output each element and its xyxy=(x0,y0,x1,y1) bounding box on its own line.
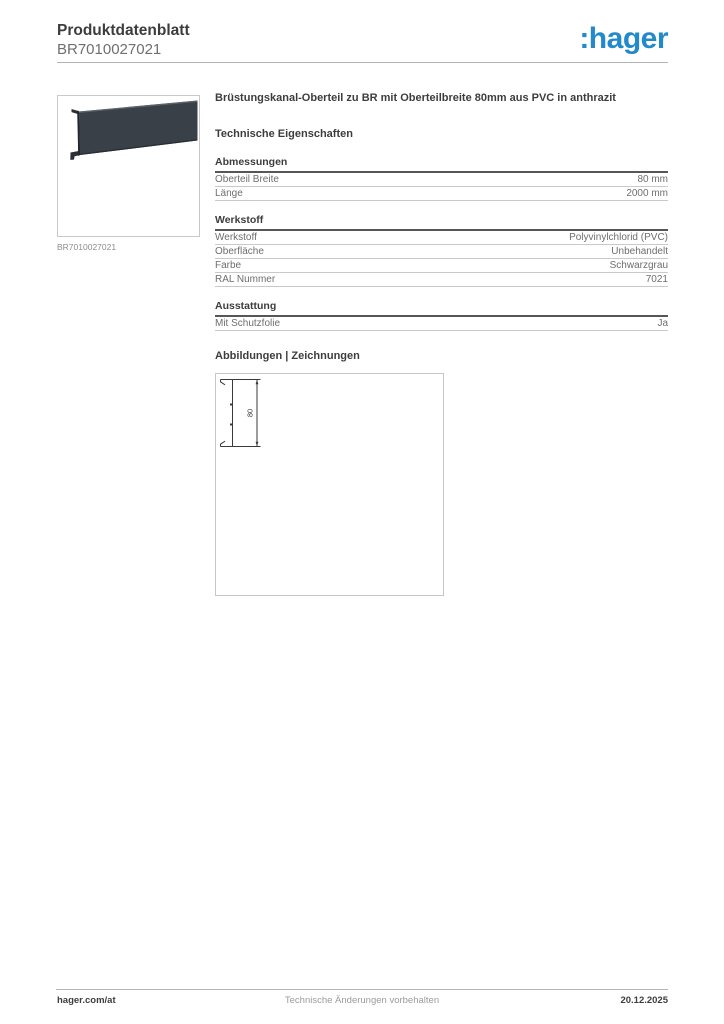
spec-label: Oberfläche xyxy=(215,246,264,257)
footer-divider xyxy=(56,989,668,990)
spec-label: Werkstoff xyxy=(215,232,257,243)
spec-label: Oberteil Breite xyxy=(215,174,279,185)
spec-section-title: Werkstoff xyxy=(215,213,668,231)
profile-clip-nub xyxy=(230,404,233,406)
header-divider xyxy=(57,62,668,63)
spec-row xyxy=(215,173,668,187)
spec-label: Länge xyxy=(215,188,243,199)
spec-value: 7021 xyxy=(645,274,668,285)
spec-section-ausstattung xyxy=(215,299,668,331)
spec-row xyxy=(215,317,668,331)
product-photo-anthracite-cover xyxy=(58,96,199,236)
tech-properties-heading: Technische Eigenschaften xyxy=(215,128,353,140)
spec-label: Farbe xyxy=(215,260,242,271)
spec-sections xyxy=(215,155,668,331)
dimension-label: 80 xyxy=(245,408,255,418)
spec-section-werkstoff xyxy=(215,213,668,287)
dimension-arrow-up xyxy=(256,380,259,385)
product-description: Brüstungskanal-Oberteil zu BR mit Oberteilbreite 80mm aus PVC in anthrazit xyxy=(215,92,616,104)
header xyxy=(57,21,190,59)
spec-value: 2000 mm xyxy=(626,188,668,199)
main-content xyxy=(215,92,668,596)
spec-row xyxy=(215,231,668,245)
spec-value: Unbehandelt xyxy=(611,246,668,257)
hager-logo: :hager xyxy=(579,22,668,55)
spec-value: Polyvinylchlorid (PVC) xyxy=(569,232,668,243)
footer-notice: Technische Änderungen vorbehalten xyxy=(284,995,440,1006)
profile-clip-nub xyxy=(230,424,233,426)
spec-section-abmessungen xyxy=(215,155,668,201)
product-image-caption: BR7010027021 xyxy=(57,242,117,252)
spec-row xyxy=(215,187,668,201)
dimension-arrow-down xyxy=(256,442,259,447)
product-number: BR7010027021 xyxy=(57,41,162,59)
spec-value: Ja xyxy=(657,318,668,329)
footer-date: 20.12.2025 xyxy=(620,995,668,1006)
drawings-heading: Abbildungen | Zeichnungen xyxy=(215,350,360,362)
spec-section-title: Abmessungen xyxy=(215,155,668,173)
spec-value: Schwarzgrau xyxy=(609,260,668,271)
spec-row xyxy=(215,273,668,287)
product-image-frame xyxy=(57,95,200,237)
footer-url[interactable]: hager.com/at xyxy=(57,995,116,1006)
spec-row xyxy=(215,245,668,259)
page-title: Produktdatenblatt xyxy=(57,22,190,39)
spec-label: RAL Nummer xyxy=(215,274,276,285)
spec-row xyxy=(215,259,668,273)
spec-section-title: Ausstattung xyxy=(215,299,668,317)
technical-drawing-frame xyxy=(215,373,444,596)
profile-cross-section-drawing xyxy=(216,374,443,595)
spec-label: Mit Schutzfolie xyxy=(215,318,281,329)
spec-value: 80 mm xyxy=(637,174,668,185)
